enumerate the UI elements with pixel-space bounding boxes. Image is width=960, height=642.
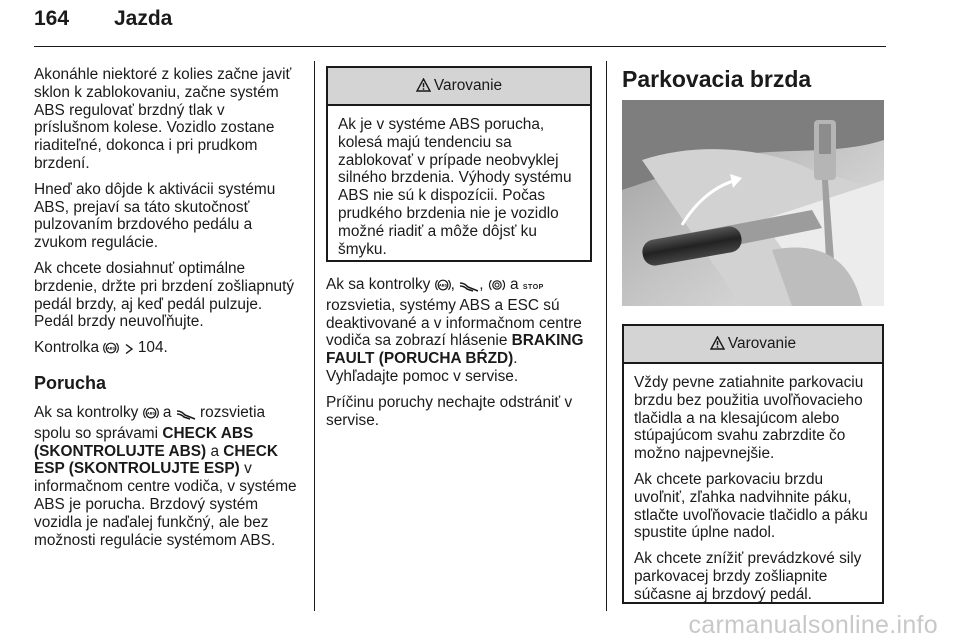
abs-icon xyxy=(103,341,119,360)
skid-icon xyxy=(176,407,196,425)
paragraph: Ak je v systéme ABS porucha, kolesá majú tendenciu sa zablokovať v prípade neobvyklej silného brzdenia. Výhody systému ABS nie sú k dispozícii. Počas prudkého brzdenia nie je vozidlo možné riadiť a môže dôjsť ku šmyku. xyxy=(338,116,572,258)
column-left xyxy=(34,66,304,557)
svg-text:ABS: ABS xyxy=(438,283,447,288)
paragraph xyxy=(326,276,592,386)
section-heading: Porucha xyxy=(34,372,107,393)
text: rozsvietia spolu so správami xyxy=(34,403,266,442)
header-rule xyxy=(34,46,886,47)
column-middle xyxy=(326,66,592,437)
column-divider xyxy=(606,61,607,611)
paragraph xyxy=(34,404,304,549)
esc-off-icon xyxy=(488,278,506,297)
text: v informačnom centre vodiča, v systéme ABS je porucha. Brzdový systém vozidla je naďalej funkčný, ale bez možnosti regulácie systémom ABS. xyxy=(34,460,297,549)
warning-header xyxy=(624,326,882,364)
paragraph: Vždy pevne zatiahnite parkovaciu brzdu bez použitia uvoľňovacieho tlačidla a na klesajúcom alebo stúpajúcom svahu zabrzdite čo možno najpevnejšie. xyxy=(634,374,864,463)
column-right-warning xyxy=(622,324,884,604)
parking-brake-photo xyxy=(622,100,884,306)
text: Vyhľadajte pomoc v servise. xyxy=(326,367,519,385)
paragraph xyxy=(34,339,304,360)
text: , xyxy=(479,276,484,293)
text: . xyxy=(513,350,518,368)
paragraph: Ak chcete znížiť prevádzkové sily parkovacej brzdy zošliapnite súčasne aj brzdový pedál. xyxy=(634,550,862,603)
warning-title: Varovanie xyxy=(727,335,797,352)
text: 104. xyxy=(137,339,168,357)
warning-triangle-icon xyxy=(710,328,725,364)
text: a xyxy=(210,442,219,460)
skid-icon xyxy=(459,279,479,297)
paragraph: Príčinu poruchy nechajte odstrániť v servise. xyxy=(326,393,573,429)
abs-icon xyxy=(435,278,451,297)
text: rozsvietia, systémy ABS a ESC sú deaktivované a v informačnom centre vodiča sa zobrazí hlásenie xyxy=(326,296,582,350)
paragraph: Ak chcete dosiahnuť optimálne brzdenie, držte pri brzdení zošliapnutý pedál brzdy, aj keď pedál pulzuje. Pedál brzdy neuvoľňujte. xyxy=(34,259,295,331)
text: Ak sa kontrolky xyxy=(34,403,139,421)
text: a xyxy=(162,403,172,421)
section-heading: Parkovacia brzda xyxy=(622,66,812,92)
warning-body xyxy=(328,106,590,272)
svg-text:ABS: ABS xyxy=(107,346,116,351)
stop-icon: STOP xyxy=(522,284,544,291)
column-divider xyxy=(314,61,315,611)
abs-icon xyxy=(143,406,159,425)
message-check-abs: CHECK ABS (SKONTROLUJTE ABS) xyxy=(34,424,254,460)
page-number: 164 xyxy=(34,7,70,30)
warning-title: Varovanie xyxy=(433,77,503,94)
page-ref-icon xyxy=(124,342,134,360)
watermark: carmanualsonline.info xyxy=(688,611,938,639)
text: Ak sa kontrolky xyxy=(326,276,431,293)
text: Kontrolka xyxy=(34,339,100,357)
page-header xyxy=(34,4,886,44)
message-check-esp: CHECK ESP (SKONTROLUJTE ESP) xyxy=(34,442,279,478)
message-braking-fault: BRAKING FAULT (PORUCHA BŔZD) xyxy=(326,332,584,368)
paragraph: Ak chcete parkovaciu brzdu uvoľniť, zľahka nadvihnite páku, stlačte uvoľňovacie tlačidlo a páku spustite úplne nadol. xyxy=(634,470,868,542)
warning-body xyxy=(624,364,882,618)
paragraph: Akonáhle niektoré z kolies začne javiť sklon k zablokovaniu, začne systém ABS regulovať brzdný tlak v príslušnom kolese. Vozidlo zostane riaditeľné, dokonca i pri prudkom brzdení. xyxy=(34,66,292,172)
warning-header xyxy=(328,68,590,106)
warning-box xyxy=(326,66,592,262)
svg-text:ABS: ABS xyxy=(146,411,155,416)
text: a xyxy=(510,276,519,293)
warning-triangle-icon xyxy=(416,70,431,106)
text: , xyxy=(450,276,455,293)
paragraph: Hneď ako dôjde k aktivácii systému ABS, prejaví sa táto skutočnosť pulzovaním brzdového pedálu a zvukom regulácie. xyxy=(34,180,276,252)
chapter-title: Jazda xyxy=(114,7,173,30)
warning-box xyxy=(622,324,884,604)
